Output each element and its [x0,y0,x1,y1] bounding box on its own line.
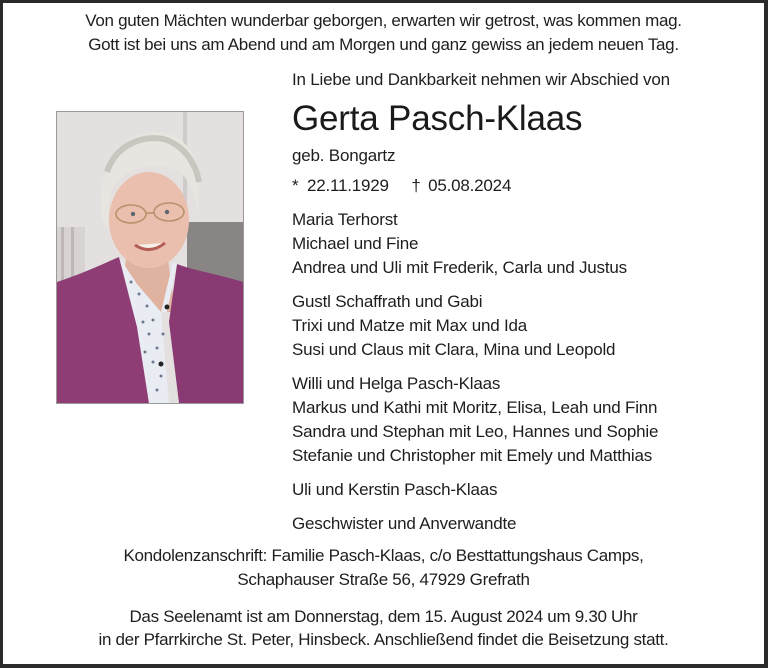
mourner-line: Trixi und Matze mit Max und Ida [292,316,528,335]
mourner-line: Andrea und Uli mit Frederik, Carla und Justus [292,258,627,277]
mourner-line: Geschwister und Anverwandte [292,514,517,533]
condolence-line-1: Kondolenzanschrift: Familie Pasch-Klaas, c/o Besttattungshaus Camps, [123,546,644,565]
mourners-list [292,208,658,546]
mourner-line: Markus und Kathi mit Moritz, Elisa, Leah und Finn [292,398,658,417]
mourner-line: Gustl Schaffrath und Gabi [292,292,483,311]
mourner-line: Maria Terhorst [292,210,398,229]
mourner-group [292,512,658,536]
portrait-photo [56,111,244,404]
deceased-name: Gerta Pasch-Klaas [292,99,583,138]
mourner-group [292,290,658,362]
mourner-line: Sandra und Stephan mit Leo, Hannes und Sophie [292,422,659,441]
maiden-name: geb. Bongartz [292,146,396,165]
intro-text: In Liebe und Dankbarkeit nehmen wir Abschied von [292,70,670,89]
birth-date: 22.11.1929 [306,176,389,195]
mourner-line: Uli und Kerstin Pasch-Klaas [292,480,498,499]
motto-line-2: Gott ist bei uns am Abend und am Morgen und ganz gewiss an jedem neuen Tag. [88,35,679,54]
mourner-line: Susi und Claus mit Clara, Mina und Leopold [292,340,616,359]
life-dates [292,174,511,198]
death-date: 05.08.2024 [428,176,512,195]
service-line-1: Das Seelenamt ist am Donnerstag, dem 15. August 2024 um 9.30 Uhr [129,607,638,626]
death-symbol-icon: † [411,176,421,195]
mourner-line: Stefanie und Christopher mit Emely und Matthias [292,446,653,465]
mourner-group [292,372,658,468]
service-line-2: in der Pfarrkirche St. Peter, Hinsbeck. Anschließend findet die Beisetzung statt. [98,630,669,649]
mourner-line: Willi und Helga Pasch-Klaas [292,374,501,393]
mourner-group [292,208,658,280]
birth-symbol-icon: * [292,176,299,195]
mourner-group [292,478,658,502]
condolence-line-2: Schaphauser Straße 56, 47929 Grefrath [237,570,530,589]
motto-line-1: Von guten Mächten wunderbar geborgen, erwarten wir getrost, was kommen mag. [85,11,682,30]
mourner-line: Michael und Fine [292,234,419,253]
